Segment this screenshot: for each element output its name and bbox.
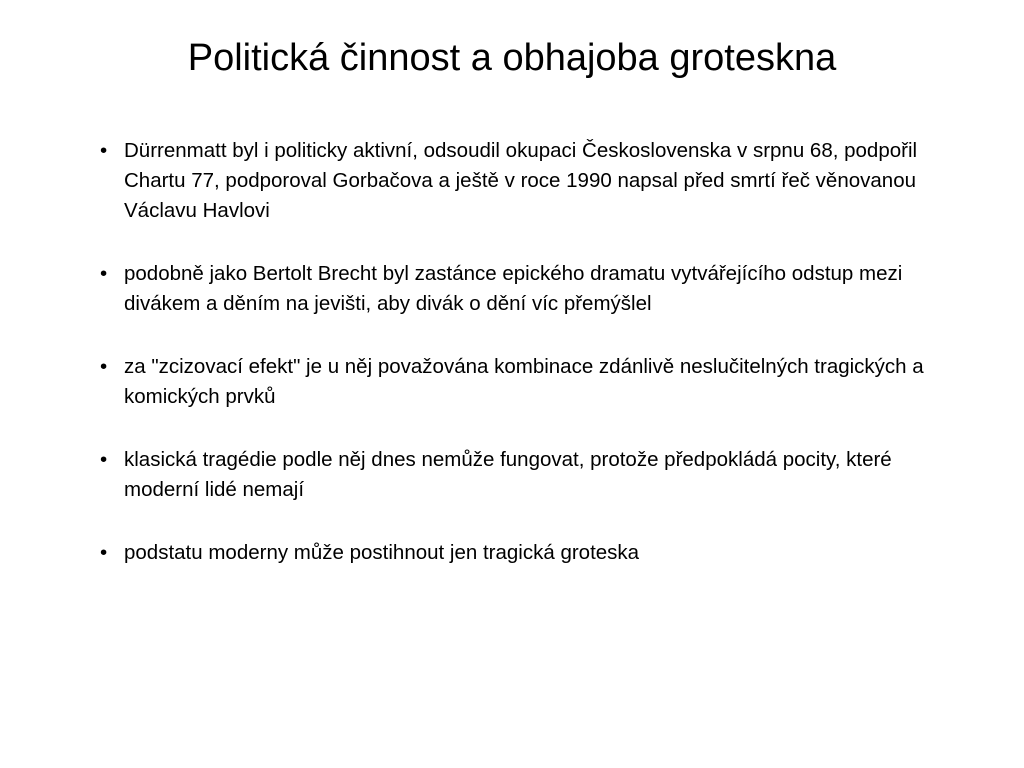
bullet-marker: • — [100, 541, 108, 564]
bullet-marker: • — [100, 448, 108, 471]
bullet-text: za "zcizovací efekt" je u něj považována kombinace zdánlivě neslučitelných tragických a komických prvků — [124, 355, 924, 408]
bullet-text: podobně jako Bertolt Brecht byl zastánce epického dramatu vytvářejícího odstup mezi divákem a děním na jevišti, aby divák o dění víc přemýšlel — [124, 262, 903, 315]
bullet-marker: • — [100, 355, 108, 378]
bullet-text: Dürrenmatt byl i politicky aktivní, odsoudil okupaci Československa v srpnu 68, podpořil Chartu 77, podporoval Gorbačova a ještě v roce 1990 napsal před smrtí řeč věnovanou Václavu Havlovi — [124, 139, 918, 222]
bullet-text: podstatu moderny může postihnout jen tragická groteska — [124, 541, 640, 564]
bullet-marker: • — [100, 139, 108, 162]
bullet-item-5 — [100, 538, 940, 568]
bullet-item-4 — [100, 445, 940, 505]
slide-title: Politická činnost a obhajoba groteskna — [187, 37, 837, 79]
bullet-item-3 — [100, 352, 940, 412]
bullet-item-1 — [100, 136, 940, 226]
bullet-text: klasická tragédie podle něj dnes nemůže fungovat, protože předpokládá pocity, které moderní lidé nemají — [124, 448, 892, 501]
bullet-item-2 — [100, 259, 940, 319]
bullet-marker: • — [100, 262, 108, 285]
bullet-list — [100, 136, 940, 601]
